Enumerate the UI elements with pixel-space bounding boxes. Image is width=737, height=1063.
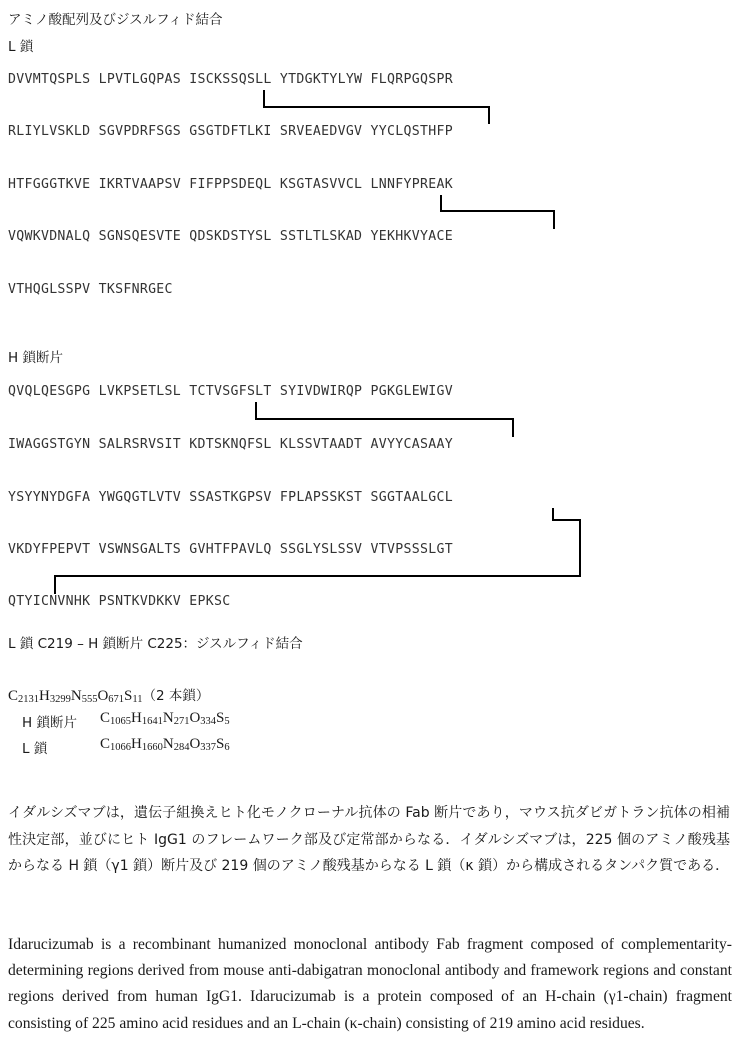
l-chain-bond-c134-c194 xyxy=(441,195,554,229)
formula-h-label: H 鎖断片 xyxy=(22,715,77,731)
page-title: アミノ酸配列及びジスルフィド結合 xyxy=(8,12,223,28)
l-chain-sequence-line-4: VQWKVDNALQ SGNSQESVTE QDSKDSTYSL SSTLTLSKAD YEKHKVYACE xyxy=(8,229,453,244)
l-chain-sequence-line-5: VTHQGLSSPV TKSFNRGEC xyxy=(8,282,173,297)
formula-total-note: （2 本鎖） xyxy=(142,688,210,704)
h-chain-sequence-line-4: VKDYFPEPVT VSWNSGALTS GVHTFPAVLQ SSGLYSLSSV VTVPSSSLGT xyxy=(8,542,453,557)
formula-total-value: $C_{2131}H_{3299}N_{555}O_{671}S_{11}$ xyxy=(8,688,143,705)
interchain-bond-h-l xyxy=(55,508,580,594)
h-chain-heading: H 鎖断片 xyxy=(8,350,63,366)
h-chain-sequence-line-2: IWAGGSTGYN SALRSRVSIT KDTSKNQFSL KLSSVTAADT AVYYCASAAY xyxy=(8,437,453,452)
h-chain-bond-c22-c96 xyxy=(256,402,513,437)
l-chain-sequence-line-3: HTFGGGTKVE IKRTVAAPSV FIFPPSDEQL KSGTASVVCL LNNFYPREAK xyxy=(8,177,453,192)
l-chain-sequence-line-1: DVVMTQSPLS LPVTLGQPAS ISCKSSQSLL YTDGKTYLYW FLQRPGQSPR xyxy=(8,72,453,87)
h-chain-sequence-line-1: QVQLQESGPG LVKPSETLSL TCTVSGFSLT SYIVDWIRQP PGKGLEWIGV xyxy=(8,384,453,399)
h-chain-sequence-line-3: YSYYNYDGFA YWGQGTLVTV SSASTKGPSV FPLAPSSKST SGGTAALGCL xyxy=(8,490,453,505)
l-chain-sequence-line-2: RLIYLVSKLD SGVPDRFSGS GSGTDFTLKI SRVEAEDVGV YYCLQSTHFP xyxy=(8,124,453,139)
description-english: Idarucizumab is a recombinant humanized monoclonal antibody Fab fragment composed of complementarity-determining regions derived from mouse anti-dabigatran monoclonal antibody and framework regions and constant regions derived from human IgG1. Idarucizumab is a protein composed of an H-chain (γ1-chain) fragment consisting of 225 amino acid residues and an L-chain (κ-chain) consisting of 219 amino acid residues. xyxy=(8,936,732,1032)
interchain-bond-note: L 鎖 C219 – H 鎖断片 C225：ジスルフィド結合 xyxy=(8,636,303,652)
formula-h-value: $C_{1065}H_{1641}N_{271}O_{334}S_5$ xyxy=(100,710,230,727)
l-chain-bond-c23-c88 xyxy=(264,90,489,124)
formula-total xyxy=(8,684,209,705)
formula-l-value: $C_{1066}H_{1660}N_{284}O_{337}S_6$ xyxy=(100,736,230,753)
l-chain-heading: L 鎖 xyxy=(8,39,34,55)
h-chain-sequence-line-5: QTYICNVNHK PSNTKVDKKV EPKSC xyxy=(8,594,231,609)
description-japanese: イダルシズマブは，遺伝子組換えヒト化モノクローナル抗体の Fab 断片であり，マウス抗ダビガトラン抗体の相補性決定部，並びにヒト IgG1 のフレームワーク部及び定常部からなる．イダルシズマブは，225 個のアミノ酸残基からなる H 鎖（γ1 鎖）断片及び 219 個のアミノ酸残基からなる L 鎖（κ 鎖）から構成されるタンパク質である． xyxy=(8,805,730,874)
formula-l-label: L 鎖 xyxy=(22,741,48,757)
